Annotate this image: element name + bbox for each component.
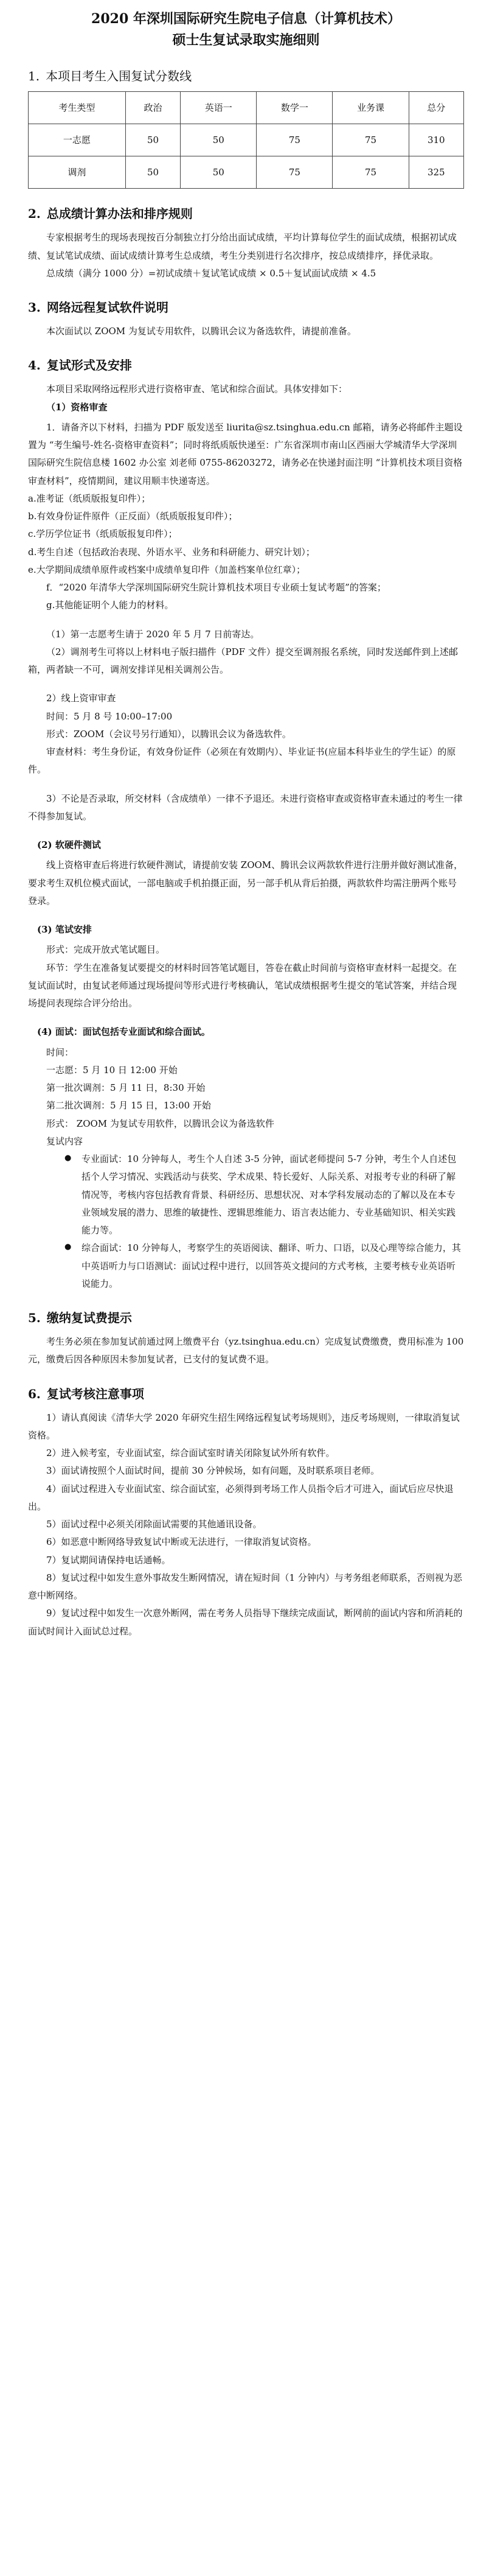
list-item: 5）面试过程中必须关闭除面试需要的其他通讯设备。	[46, 1519, 262, 1530]
table-cell: 325	[409, 156, 463, 189]
section6-heading: 6. 复试考核注意事项	[28, 1386, 144, 1401]
list-item: f．“2020 年清华大学深圳国际研究生院计算机技术项目专业硕士复试考题”的答案；	[46, 582, 386, 593]
table-cell: 50	[181, 124, 257, 156]
list-item: a.准考证（纸质版报复印件）；	[28, 492, 151, 504]
table-cell: 75	[257, 156, 333, 189]
paragraph: 本项目采取网络远程形式进行资格审查、笔试和综合面试。具体安排如下：	[46, 383, 348, 395]
section1-heading: 1. 本项目考生入围复试分数线	[28, 69, 192, 84]
list-item: 一志愿：5 月 10 日 12:00 开始	[46, 1064, 178, 1076]
table-header-cell: 考生类型	[29, 92, 126, 124]
table-row	[29, 124, 464, 156]
doc-title-line1: 2020 年深圳国际研究生院电子信息（计算机技术）	[91, 11, 401, 27]
score-table	[28, 91, 464, 189]
bullet-item: ● 专业面试：10 分钟每人，考生个人自述 3-5 分钟，面试老师提问 5-7 分钟，考生个人自述包括个人学习情况、实践活动与获奖、学术成果、特长爱好、人际关系、对报考专业的科研了解情况等，考核内容包括教育背景、科研经历、思想状况、对本学科发展动态的了解以及在本专业领域发展的潜力、思维的敏捷性、逻辑思维能力、语言表达能力、专业基础知识、相关实践能力等。	[64, 1150, 464, 1239]
paragraph: 本次面试以 ZOOM 为复试专用软件，以腾讯会议为备选软件，请提前准备。	[46, 326, 356, 337]
paragraph: 2）线上资审审查	[46, 693, 116, 704]
list-item: 3）面试请按照个人面试时间，提前 30 分钟候场，如有问题，及时联系项目老师。	[46, 1465, 380, 1477]
list-item: d.考生自述（包括政治表现、外语水平、业务和科研能力、研究计划）；	[28, 546, 315, 558]
table-header-cell: 英语一	[181, 92, 257, 124]
doc-title-line2: 硕士生复试录取实施细则	[172, 32, 320, 49]
table-cell: 50	[125, 156, 180, 189]
subsection-title: (3) 笔试安排	[37, 924, 92, 936]
paragraph: 专家根据考生的现场表现按百分制独立打分给出面试成绩，平均计算每位学生的面试成绩，根据初试成绩、复试笔试成绩、面试成绩计算考生总成绩，考生分类别进行名次排序，按总成绩排序，择优录取。	[28, 232, 457, 261]
subsection-title: (4) 面试：面试包括专业面试和综合面试。	[37, 1026, 210, 1038]
table-header-cell: 数学一	[257, 92, 333, 124]
paragraph: 时间：	[46, 1046, 74, 1058]
bullet-item: ● 综合面试：10 分钟每人，考察学生的英语阅读、翻译、听力、口语，以及心理等综合能力，其中英语听力与口语测试：面试过程中进行，以回答英文提问的方式考核，主要考核专业英语听说能力。	[64, 1239, 464, 1293]
list-item: 2）进入候考室，专业面试室，综合面试室时请关闭除复试外所有软件。	[46, 1447, 335, 1459]
subsection-title: （1）资格审查	[46, 401, 108, 413]
table-header-cell: 总分	[409, 92, 463, 124]
paragraph: 形式：完成开放式笔试题目。	[46, 944, 165, 956]
paragraph: 时间：5 月 8 号 10:00–17:00	[46, 710, 173, 722]
list-item: 1）请认真阅读《清华大学 2020 年研究生招生网络远程复试考场规则》，违反考场规则，一律取消复试资格。	[28, 1412, 460, 1441]
table-row	[29, 156, 464, 189]
table-cell: 75	[257, 124, 333, 156]
score-table-header	[29, 92, 464, 124]
paragraph: 复试内容	[46, 1135, 83, 1147]
paragraph: 线上资格审查后将进行软硬件测试，请提前安装 ZOOM、腾讯会议两款软件进行注册并做好测试准备，要求考生双机位模式面试，一部电脑或手机拍摄正面，另一部手机从背后拍摄，两款软件均需注册两个账号登录。	[28, 859, 463, 906]
table-cell: 75	[333, 156, 409, 189]
table-header-cell: 政治	[125, 92, 180, 124]
section4-heading: 4. 复试形式及安排	[28, 358, 132, 373]
list-item: 9）复试过程中如发生一次意外断网，需在考务人员指导下继续完成面试，断网前的面试内容和所消耗的面试时间计入面试总过程。	[28, 1608, 463, 1637]
paragraph: 3）不论是否录取，所交材料（含成绩单）一律不予退还。未进行资格审查或资格审查未通过的考生一律不得参加复试。	[28, 793, 463, 822]
table-header-cell: 业务课	[333, 92, 409, 124]
paragraph: 审查材料：考生身份证，有效身份证件（必须在有效期内）、毕业证书(应届本科毕业生的学生证）的原件。	[28, 746, 456, 775]
section2-heading: 2. 总成绩计算办法和排序规则	[28, 206, 193, 222]
list-item: g.其他能证明个人能力的材料。	[46, 600, 174, 611]
paragraph: 考生务必须在参加复试前通过网上缴费平台（yz.tsinghua.edu.cn）完成复试费缴费，费用标准为 100 元，缴费后因各种原因未参加复试者，已支付的复试费不退。	[28, 1336, 464, 1365]
table-cell: 50	[125, 124, 180, 156]
table-cell: 调剂	[29, 156, 126, 189]
list-item: 8）复试过程中如发生意外事故发生断网情况，请在短时间（1 分钟内）与考务组老师联系，否则视为恶意中断网络。	[28, 1572, 462, 1601]
subsection-title: (2) 软硬件测试	[37, 839, 101, 851]
list-item: 6）如恶意中断网络导致复试中断或无法进行，一律取消复试资格。	[46, 1536, 317, 1548]
list-item: 第二批次调剂：5 月 15 日，13:00 开始	[46, 1100, 211, 1111]
paragraph: （1）第一志愿考生请于 2020 年 5 月 7 日前寄达。	[46, 628, 260, 640]
list-item: c.学历学位证书（纸质版报复印件）；	[28, 528, 178, 540]
table-cell: 50	[181, 156, 257, 189]
table-cell: 310	[409, 124, 463, 156]
paragraph: 形式：ZOOM（会议号另行通知），以腾讯会议为备选软件。	[46, 728, 291, 740]
list-item: b.有效身份证件原件（正反面）（纸质版报复印件）；	[28, 511, 238, 522]
formula: 总成绩（满分 1000 分）=初试成绩＋复试笔试成绩 × 0.5＋复试面试成绩 × 4.5	[46, 267, 376, 279]
table-cell: 75	[333, 124, 409, 156]
paragraph: 环节：学生在准备复试要提交的材料时回答笔试题目，答卷在截止时间前与资格审查材料一起提交。在复试面试时，由复试老师通过现场提问等形式进行考核确认，笔试成绩根据考生提交的笔试答案，并结合现场提问表现综合评分给出。	[28, 962, 457, 1009]
paragraph: （2）调剂考生可将以上材料电子版扫描件（PDF 文件）提交至调剂报名系统，同时发送邮件到上述邮箱，两者缺一不可，调剂安排详见相关调剂公告。	[28, 646, 458, 676]
section3-heading: 3. 网络远程复试软件说明	[28, 300, 168, 315]
table-cell: 一志愿	[29, 124, 126, 156]
paragraph: 形式： ZOOM 为复试专用软件，以腾讯会议为备选软件	[46, 1118, 274, 1129]
list-item: e.大学期间成绩单原件或档案中成绩单复印件（加盖档案单位红章）；	[28, 564, 306, 575]
list-item: 第一批次调剂：5 月 11 日，8:30 开始	[46, 1082, 206, 1094]
section5-heading: 5. 缴纳复试费提示	[28, 1311, 132, 1326]
list-item: 4）面试过程进入专业面试室、综合面试室，必须得到考场工作人员指令后才可进入，面试后应尽快退出。	[28, 1483, 454, 1512]
paragraph: 1．请备齐以下材料，扫描为 PDF 版发送至 liurita@sz.tsinghua.edu.cn 邮箱，请务必将邮件主题设置为 “考生编号-姓名-资格审查资料”；同时将纸质版快递至：广东省深圳市南山区西丽大学城清华大学深圳国际研究生院信息楼 1602 办公室 刘老师 0755-86203272，请务必在快递封面注明 “计算机技术项目资格审查材料”，疫情期间，建议用顺丰快递寄送。	[28, 421, 463, 486]
list-item: 7）复试期间请保持电话通畅。	[46, 1554, 171, 1566]
